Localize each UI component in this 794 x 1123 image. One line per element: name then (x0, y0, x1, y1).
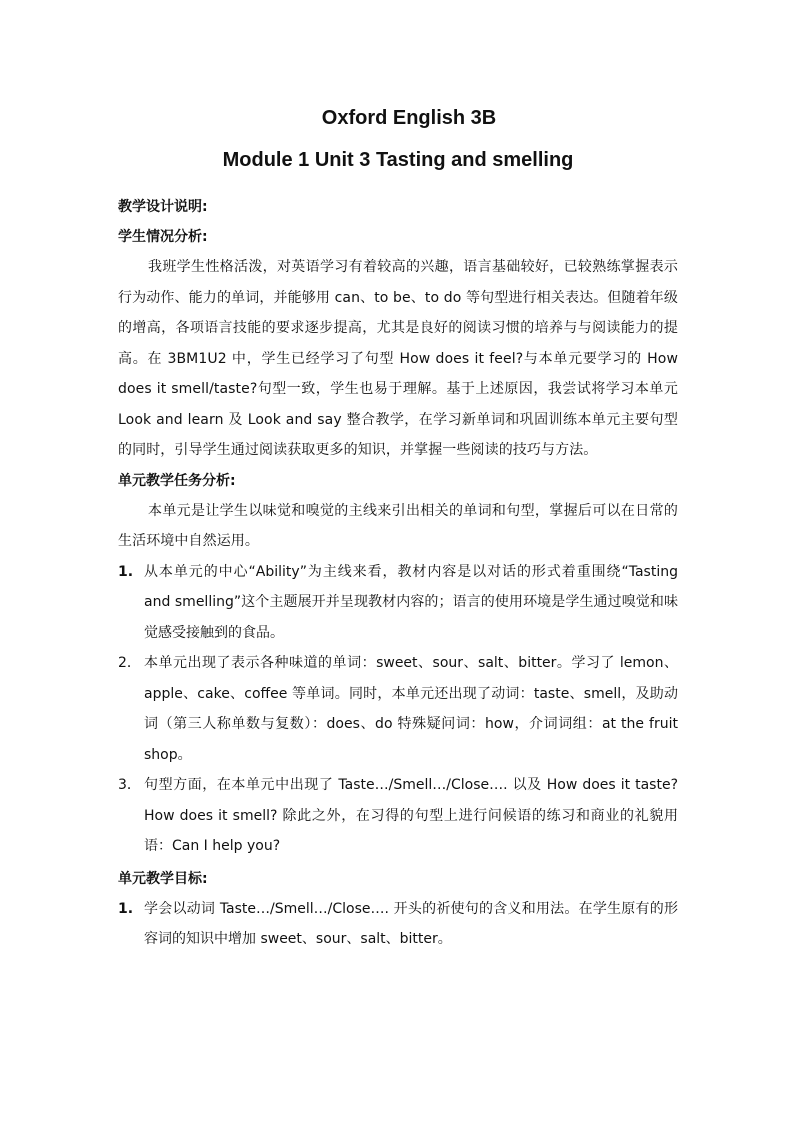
design-note-heading: 教学设计说明: (118, 199, 208, 215)
task-analysis-heading: 单元教学任务分析: (118, 472, 236, 489)
list-item-text: 句型方面，在本单元中出现了 Taste…/Smell…/Close…. 以及 How does it taste? How does it smell? 除此之外，在习得的句型上进行问候语的练习和商业的礼貌用语：Can I help you? (144, 777, 678, 854)
document-title: Oxford English 3B (321, 107, 497, 129)
list-item (118, 894, 678, 955)
student-analysis-paragraph: 我班学生性格活泼，对英语学习有着较高的兴趣，语言基础较好，已较熟练掌握表示行为动作、能力的单词，并能够用 can、to be、to do 等句型进行相关表达。但随着年级的增高，各项语言技能的要求逐步提高，尤其是良好的阅读习惯的培养与与阅读能力的提高。在 3BM1U2 中，学生已经学习了句型 How does it feel?与本单元要学习的 How does it smell/taste?句型一致，学生也易于理解。基于上述原因，我尝试将学习本单元 Look and learn 及 Look and say 整合教学，在学习新单词和巩固训练本单元主要句型的同时，引导学生通过阅读获取更多的知识，并掌握一些阅读的技巧与方法。 (118, 259, 678, 458)
list-item-number: 1. (118, 900, 134, 917)
list-item (118, 770, 678, 862)
document-content (118, 104, 678, 955)
list-item (118, 557, 678, 649)
list-item-text: 从本单元的中心“Ability”为主线来看，教材内容是以对话的形式着重围绕“Tasting and smelling”这个主题展开并呈现教材内容的；语言的使用环境是学生通过嗅觉和味觉感受接触到的食品。 (144, 563, 678, 641)
list-item-text: 学会以动词 Taste…/Smell…/Close…. 开头的祈使句的含义和用法。在学生原有的形容词的知识中增加 sweet、sour、salt、bitter。 (144, 900, 678, 947)
list-item-text: 本单元出现了表示各种味道的单词：sweet、sour、salt、bitter。学习了 lemon、apple、cake、coffee 等单词。同时，本单元还出现了动词：taste、smell，及助动词（第三人称单数与复数）：does、do 特殊疑问词：how，介词词组：at the fruit shop。 (144, 655, 678, 763)
list-item (118, 648, 678, 770)
list-item-number: 1. (118, 563, 134, 580)
task-analysis-paragraph: 本单元是让学生以味觉和嗅觉的主线来引出相关的单词和句型，掌握后可以在日常的生活环境中自然运用。 (118, 502, 678, 549)
goals-heading: 单元教学目标: (118, 870, 208, 887)
list-item-number: 3． (118, 777, 141, 793)
list-item-number: 2． (118, 655, 141, 671)
document-subtitle: Module 1 Unit 3 Tasting and smelling (222, 149, 574, 171)
student-analysis-heading: 学生情况分析: (118, 229, 208, 245)
